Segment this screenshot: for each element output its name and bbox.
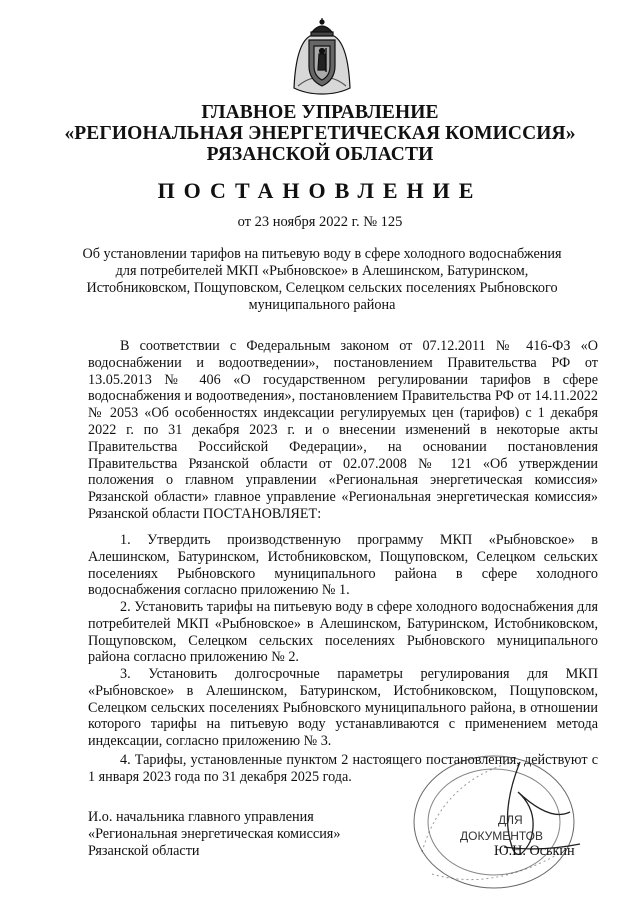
resolution-item-4: 4. Тарифы, установленные пунктом 2 настоящего постановления, действуют с 1 января 2023 года по 31 декабря 2025 года. [88,752,598,785]
document-type-title: ПОСТАНОВЛЕНИЕ [157,178,483,203]
document-date-number: от 23 ноября 2022 г. № 125 [237,214,403,230]
signer-title-line-2: «Региональная энергетическая комиссия» [88,826,341,842]
document-subject: Об установлении тарифов на питьевую воду в сфере холодного водоснабжения для потребителей МКП «Рыбновское» в Алешинском, Батуринском, Истобниковском, Пощуповском, Селецком сельских поселениях Рыбновского муниципального района [82,246,562,313]
signer-title-line-1: И.о. начальника главного управления [88,809,314,825]
preamble-paragraph: В соответствии с Федеральным законом от 07.12.2011 № 416-ФЗ «О водоснабжении и водоотведении», постановлением Правительства РФ от 13.05.2013 № 406 «О государственном регулировании тарифов в сфере водоснабжения и водоотведения», постановлением Правительства РФ от 14.11.2022 № 2053 «Об особенностях индексации регулируемых цен (тарифов) с 1 декабря 2022 г. по 31 декабря 2023 г. и о внесении изменений в некоторые акты Правительства Российской Федерации», на основании постановления Правительства Рязанской области от 02.07.2008 № 121 «Об утверждении положения о главном управлении «Региональная энергетическая комиссия» Рязанской области» главное управление «Региональная энергетическая комиссия» Рязанской области ПОСТАНОВЛЯЕТ: [88,338,598,522]
signer-title-line-3: Рязанской области [88,843,200,859]
agency-name-line-1: ГЛАВНОЕ УПРАВЛЕНИЕ [201,102,439,123]
agency-name-line-2: «РЕГИОНАЛЬНАЯ ЭНЕРГЕТИЧЕСКАЯ КОМИССИЯ» [64,123,576,144]
handwritten-signature [400,752,590,882]
stamp-text-line-1: ДЛЯ [498,813,523,827]
signer-block [88,809,340,860]
resolution-item-3: 3. Установить долгосрочные параметры регулирования для МКП «Рыбновское» в Алешинском, Батуринском, Истобниковском, Пощуповском, Селецком сельских поселениях Рыбновского муниципального района, в отношении которого тарифы на питьевую воду устанавливаются с применением метода индексации, согласно приложению № 3. [88,666,598,750]
resolution-item-1: 1. Утвердить производственную программу МКП «Рыбновское» в Алешинском, Батуринском, Истобниковском, Пощуповском, Селецком сельских поселениях Рыбновского муниципального района в сфере холодного водоснабжения согласно приложению № 1. [88,532,598,599]
resolution-item-2: 2. Установить тарифы на питьевую воду в сфере холодного водоснабжения для потребителей МКП «Рыбновское» в Алешинском, Батуринском, Истобниковском, Пощуповском, Селецком сельских поселениях Рыбновского муниципального района согласно приложению № 2. [88,599,598,666]
stamp-text-line-2: ДОКУМЕНТОВ [460,829,544,843]
signer-name: Ю.Н. Оськин [494,843,575,859]
agency-name-line-3: РЯЗАНСКОЙ ОБЛАСТИ [206,144,434,165]
coat-of-arms-emblem [290,18,354,98]
